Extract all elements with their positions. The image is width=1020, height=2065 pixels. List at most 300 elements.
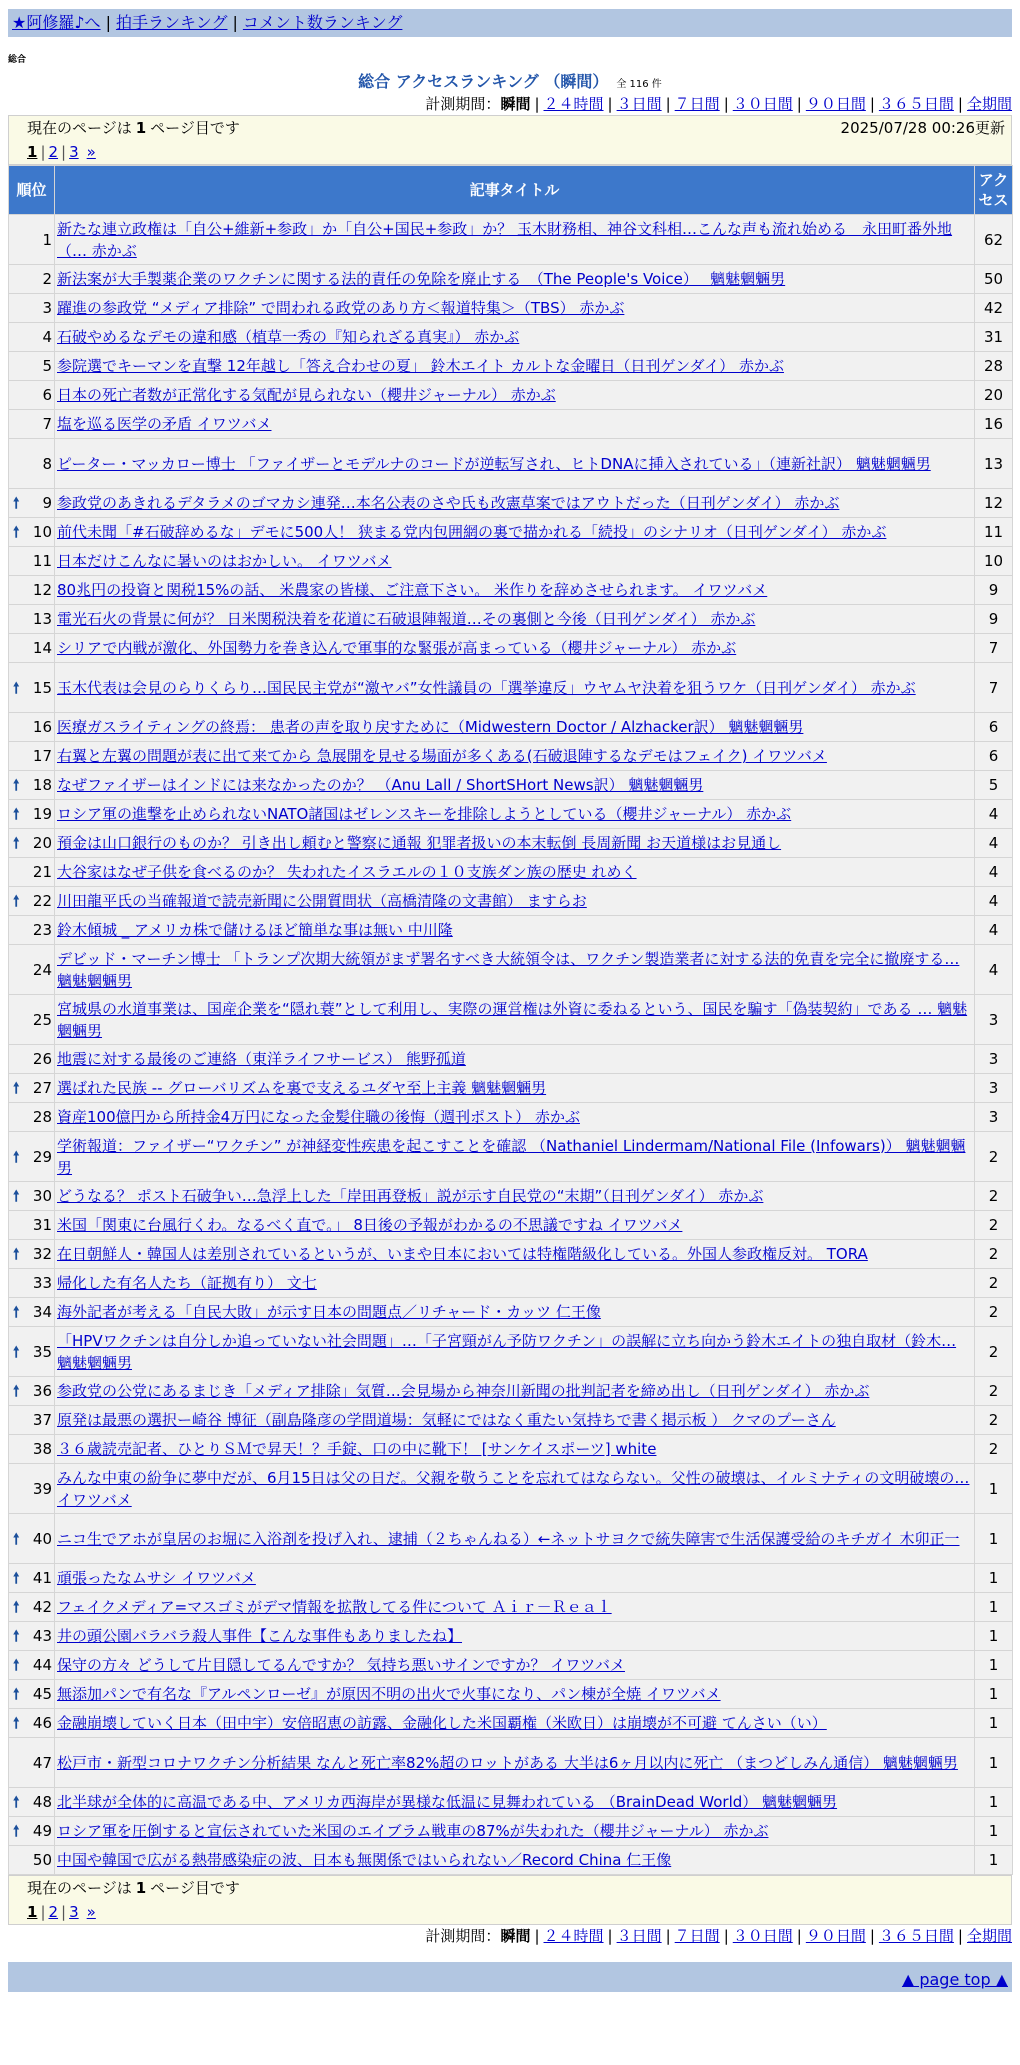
period-link[interactable]: ７日間 <box>674 95 720 113</box>
article-link[interactable]: 川田龍平氏の当確報道で読売新聞に公開質問状（高橋清隆の文書館） ますらお <box>57 892 587 910</box>
title-cell <box>55 1045 975 1074</box>
footer-bar <box>8 1962 1012 1992</box>
table-row <box>9 547 1013 576</box>
current-page-number: 1 <box>135 119 147 137</box>
article-link[interactable]: 新法案が大手製薬企業のワクチンに関する法的責任の免除を廃止する （The People's Voice） 魑魅魍魎男 <box>57 270 786 288</box>
clap-ranking-link[interactable]: 拍手ランキング <box>115 13 228 32</box>
period-separator: | <box>665 1927 671 1945</box>
access-count: 1 <box>975 1709 1013 1738</box>
title-cell <box>55 1817 975 1846</box>
article-link[interactable]: 参政党のあきれるデタラメのゴマカシ連発…本名公表のさや氏も改憲草案ではアウトだった（日刊ゲンダイ） 赤かぶ <box>57 494 840 512</box>
article-link[interactable]: 地震に対する最後のご連絡（東洋ライフサービス） 熊野孤道 <box>57 1050 466 1068</box>
article-link[interactable]: 鈴木傾城 _ アメリカ株で儲けるほど簡単な事は無い 中川隆 <box>57 921 453 939</box>
table-row <box>9 1132 1013 1182</box>
title-cell <box>55 1464 975 1514</box>
rank-number: 3 <box>42 299 52 317</box>
rank-cell <box>9 547 55 576</box>
access-count: 9 <box>975 576 1013 605</box>
table-row <box>9 1709 1013 1738</box>
rank-number: 32 <box>32 1245 52 1263</box>
rank-up-arrow-icon: 🠕 <box>13 1656 20 1674</box>
period-link[interactable]: ３６５日間 <box>878 1927 954 1945</box>
period-link[interactable]: ９０日間 <box>805 1927 866 1945</box>
period-separator: | <box>869 1927 875 1945</box>
rank-cell <box>9 1564 55 1593</box>
rank-number: 12 <box>32 581 52 599</box>
table-row <box>9 887 1013 916</box>
rank-cell <box>9 887 55 916</box>
table-row <box>9 1514 1013 1564</box>
article-link[interactable]: 日本の死亡者数が正常化する気配が見られない（櫻井ジャーナル） 赤かぶ <box>57 386 556 404</box>
rank-number: 6 <box>42 386 52 404</box>
page-link[interactable]: 3 <box>69 143 79 161</box>
page-top-link[interactable]: ▲ page top ▲ <box>901 1970 1008 1989</box>
article-link[interactable]: 右翼と左翼の問題が表に出て来てから 急展開を見せる場面が多くある(石破退陣するなデモはフェイク) イワツバメ <box>57 747 827 765</box>
access-count: 7 <box>975 663 1013 713</box>
rank-up-arrow-icon: 🠕 <box>13 1303 20 1321</box>
article-link[interactable]: デビッド・マーチン博士 「トランプ次期大統領がまず署名すべき大統領令は、ワクチン製造業者に対する法的免責を完全に撤廃する… 魑魅魍魎男 <box>57 949 960 990</box>
table-row <box>9 1298 1013 1327</box>
page-separator: | <box>61 143 67 161</box>
article-link[interactable]: 医療ガスライティングの終焉： 患者の声を取り戻すために（Midwestern Doctor / Alzhacker訳） 魑魅魍魎男 <box>57 718 804 736</box>
title-cell <box>55 1846 975 1875</box>
period-separator: | <box>869 95 875 113</box>
period-separator: | <box>534 1927 540 1945</box>
current-page-text: 現在のページは 1 ページ目です <box>27 119 240 137</box>
article-link[interactable]: 預金は山口銀行のものか？ 引き出し頼むと警察に通報 犯罪者扱いの本末転倒 長周新聞 お天道様はお見通し <box>57 834 782 852</box>
rank-number: 2 <box>42 270 52 288</box>
article-link[interactable]: フェイクメディア=マスゴミがデマ情報を拡散してる件について Ａｉｒ－Ｒｅａｌ <box>57 1598 612 1616</box>
access-count: 16 <box>975 410 1013 439</box>
access-count: 1 <box>975 1846 1013 1875</box>
rank-number: 28 <box>32 1108 52 1126</box>
article-link[interactable]: 玉木代表は会見のらりくらり…国民民主党が“激ヤバ”女性議員の「選挙違反」ウヤムヤ決着を狙うワケ（日刊ゲンダイ） 赤かぶ <box>57 678 916 697</box>
period-link[interactable]: ３０日間 <box>732 1927 793 1945</box>
period-separator: | <box>607 1927 613 1945</box>
pager-bottom <box>8 1875 1012 1925</box>
access-count: 1 <box>975 1788 1013 1817</box>
rank-number: 38 <box>32 1440 52 1458</box>
rank-number: 39 <box>32 1479 52 1498</box>
article-link[interactable]: 頑張ったなムサシ イワツバメ <box>57 1569 256 1587</box>
page-link[interactable]: 3 <box>69 1903 79 1921</box>
table-row <box>9 1182 1013 1211</box>
rank-number: 21 <box>32 863 52 881</box>
article-link[interactable]: 参政党の公党にあるまじき「メディア排除」気質…会見場から神奈川新聞の批判記者を締め出し（日刊ゲンダイ） 赤かぶ <box>57 1382 870 1400</box>
period-link[interactable]: 全期間 <box>966 1927 1012 1945</box>
rank-cell <box>9 323 55 352</box>
period-separator: | <box>723 1927 729 1945</box>
title-cell <box>55 1680 975 1709</box>
access-count: 42 <box>975 294 1013 323</box>
rank-number: 29 <box>32 1147 52 1166</box>
article-link[interactable]: 北半球が全体的に高温である中、アメリカ西海岸が異様な低温に見舞われている （BrainDead World） 魑魅魍魎男 <box>57 1793 838 1811</box>
title-cell <box>55 1406 975 1435</box>
rank-up-arrow-icon: 🠕 <box>13 1793 20 1811</box>
access-count: 2 <box>975 1377 1013 1406</box>
article-link[interactable]: 大谷家はなぜ子供を食べるのか？ 失われたイスラエルの１０支族ダン族の歴史 れめく <box>57 863 637 881</box>
rank-number: 15 <box>32 678 52 697</box>
title-cell <box>55 1327 975 1377</box>
rank-cell <box>9 829 55 858</box>
article-link[interactable]: 海外記者が考える「自民大敗」が示す日本の問題点／リチャード・カッツ 仁王像 <box>57 1303 601 1321</box>
rank-cell <box>9 1045 55 1074</box>
access-count: 3 <box>975 1045 1013 1074</box>
article-link[interactable]: シリアで内戦が激化、外国勢力を巻き込んで軍事的な緊張が高まっている（櫻井ジャーナル） 赤かぶ <box>57 639 737 657</box>
rank-up-arrow-icon: 🠕 <box>13 892 20 910</box>
rank-cell <box>9 605 55 634</box>
next-page-link[interactable]: » <box>86 1903 96 1921</box>
article-link[interactable]: 宮城県の水道事業は、国産企業を“隠れ蓑”として利用し、実際の運営権は外資に委ねるという、国民を騙す「偽装契約」である … 魑魅魍魎男 <box>57 999 968 1040</box>
title-cell <box>55 1298 975 1327</box>
article-link[interactable]: ピーター・マッカロー博士 「ファイザーとモデルナのコードが逆転写され、ヒトDNAに挿入されている」（連新社訳） 魑魅魍魎男 <box>57 454 931 473</box>
rank-cell <box>9 1103 55 1132</box>
article-link[interactable]: 「HPVワクチンは自分しか追っていない社会問題」…「子宮頸がん予防ワクチン」の誤解に立ち向かう鈴木エイトの独自取材（鈴木… 魑魅魍魎男 <box>57 1331 957 1372</box>
article-link[interactable]: どうなる？ ポスト石破争い…急浮上した「岸田再登板」説が示す自民党の“末期”（日刊ゲンダイ） 赤かぶ <box>57 1187 764 1205</box>
rank-up-arrow-icon: 🠕 <box>13 678 20 697</box>
table-row <box>9 1269 1013 1298</box>
access-count: 9 <box>975 605 1013 634</box>
page-separator: | <box>40 1903 46 1921</box>
article-link[interactable]: 躍進の参政党 “メディア排除” で問われる政党のあり方＜報道特集＞（TBS） 赤かぶ <box>57 299 625 317</box>
table-row <box>9 916 1013 945</box>
rank-cell <box>9 1132 55 1182</box>
table-row <box>9 1406 1013 1435</box>
article-link[interactable]: 井の頭公園バラバラ殺人事件【こんな事件もありましたね】 <box>57 1627 463 1645</box>
access-count: 20 <box>975 381 1013 410</box>
rank-number: 44 <box>32 1656 52 1674</box>
period-link[interactable]: ３日間 <box>616 1927 662 1945</box>
title-cell <box>55 215 975 265</box>
title-cell <box>55 1622 975 1651</box>
article-link[interactable]: ロシア軍の進撃を止められないNATO諸国はゼレンスキーを排除しようとしている（櫻井ジャーナル） 赤かぶ <box>57 805 792 823</box>
title-cell <box>55 1132 975 1182</box>
access-count: 10 <box>975 547 1013 576</box>
rank-cell <box>9 800 55 829</box>
rank-cell <box>9 410 55 439</box>
rank-cell <box>9 1298 55 1327</box>
rank-number: 7 <box>42 415 52 433</box>
table-row <box>9 1240 1013 1269</box>
rank-cell <box>9 1514 55 1564</box>
title-cell <box>55 1269 975 1298</box>
rank-cell <box>9 945 55 995</box>
page-links <box>27 140 1005 164</box>
table-row <box>9 945 1013 995</box>
rank-number: 49 <box>32 1822 52 1840</box>
article-link[interactable]: 松戸市・新型コロナワクチン分析結果 なんと死亡率82%超のロットがある 大半は6ヶ月以内に死亡 （まつどしみん通信） 魑魅魍魎男 <box>57 1753 958 1772</box>
article-link[interactable]: みんな中東の紛争に夢中だが、6月15日は父の日だ。父親を敬うことを忘れてはならない。父性の破壊は、イルミナティの文明破壊の… イワツバメ <box>57 1468 970 1509</box>
article-link[interactable]: 資産100億円から所持金4万円になった金髪住職の後悔（週刊ポスト） 赤かぶ <box>57 1108 580 1126</box>
table-row <box>9 265 1013 294</box>
table-row <box>9 1564 1013 1593</box>
rank-cell <box>9 1327 55 1377</box>
period-link[interactable]: ２４時間 <box>543 1927 604 1945</box>
pager-status <box>27 1876 1005 1900</box>
table-row <box>9 323 1013 352</box>
rank-up-arrow-icon: 🠕 <box>13 1245 20 1263</box>
period-link[interactable]: ３０日間 <box>732 95 793 113</box>
current-page-number: 1 <box>135 1879 147 1897</box>
title-cell <box>55 995 975 1045</box>
rank-number: 27 <box>32 1079 52 1097</box>
rank-cell <box>9 1738 55 1788</box>
table-row <box>9 1074 1013 1103</box>
title-cell <box>55 1103 975 1132</box>
table-row <box>9 713 1013 742</box>
title-cell <box>55 663 975 713</box>
title-cell <box>55 1593 975 1622</box>
rank-cell <box>9 1709 55 1738</box>
page-link[interactable]: 2 <box>48 1903 59 1921</box>
rank-number: 22 <box>32 892 52 910</box>
title-cell <box>55 1182 975 1211</box>
rank-number: 23 <box>32 921 52 939</box>
title-cell <box>55 771 975 800</box>
article-link[interactable]: 学術報道：ファイザー“ワクチン” が神経変性疾患を起こすことを確認 （Nathaniel Lindermam/National File (Infowars)） 魑魅魍魎男 <box>57 1136 966 1177</box>
comment-ranking-link[interactable]: コメント数ランキング <box>242 13 403 32</box>
period-current: 瞬間 <box>500 1927 531 1945</box>
title-cell <box>55 439 975 489</box>
title-cell <box>55 1514 975 1564</box>
access-count: 4 <box>975 945 1013 995</box>
access-count: 1 <box>975 1464 1013 1514</box>
table-row <box>9 439 1013 489</box>
article-link[interactable]: 中国や韓国で広がる熱帯感染症の波、日本も無関係ではいられない／Record China 仁王像 <box>57 1851 672 1869</box>
rank-cell <box>9 1269 55 1298</box>
access-column-header: アクセス <box>975 166 1013 215</box>
article-link[interactable]: ３６歳読売記者、ひとりＳＭで昇天！？手錠、口の中に靴下！ [サンケイスポーツ] white <box>57 1440 657 1458</box>
access-count: 2 <box>975 1240 1013 1269</box>
title-cell <box>55 1377 975 1406</box>
rank-cell <box>9 1406 55 1435</box>
table-row <box>9 1435 1013 1464</box>
rank-cell <box>9 1817 55 1846</box>
access-count: 28 <box>975 352 1013 381</box>
page-separator: | <box>40 143 46 161</box>
rank-cell <box>9 1435 55 1464</box>
article-link[interactable]: 保守の方々 どうして片目隠してるんですか？ 気持ち悪いサインですか？ イワツバメ <box>57 1656 625 1674</box>
access-count: 6 <box>975 713 1013 742</box>
article-link[interactable]: 選ばれた民族 -- グローバリズムを裏で支えるユダヤ至上主義 魑魅魍魎男 <box>57 1079 547 1097</box>
rank-cell <box>9 1680 55 1709</box>
rank-number: 9 <box>42 494 52 512</box>
article-link[interactable]: 新たな連立政権は「自公+維新+参政」か「自公+国民+参政」か？ 玉木財務相、神谷文科相…こんな声も流れ始める 永田町番外地（… 赤かぶ <box>57 219 953 260</box>
article-link[interactable]: 電光石火の背景に何が？ 日米関税決着を花道に石破退陣報道…その裏側と今後（日刊ゲンダイ） 赤かぶ <box>57 610 756 628</box>
article-link[interactable]: 前代未聞「#石破辞めるな」デモに500人！ 狭まる党内包囲網の裏で描かれる「続投」のシナリオ（日刊ゲンダイ） 赤かぶ <box>57 523 887 541</box>
rank-cell <box>9 1651 55 1680</box>
rank-cell <box>9 294 55 323</box>
rank-cell <box>9 381 55 410</box>
rank-up-arrow-icon: 🠕 <box>13 1187 20 1205</box>
period-link[interactable]: ２４時間 <box>543 95 604 113</box>
period-link[interactable]: ３日間 <box>616 95 662 113</box>
access-count: 1 <box>975 1680 1013 1709</box>
period-link[interactable]: ３６５日間 <box>878 95 954 113</box>
table-header-row <box>9 166 1013 215</box>
table-row <box>9 858 1013 887</box>
title-column-header: 記事タイトル <box>55 166 975 215</box>
rank-cell <box>9 742 55 771</box>
table-row <box>9 410 1013 439</box>
rank-cell <box>9 1464 55 1514</box>
article-link[interactable]: 在日朝鮮人・韓国人は差別されているというが、いまや日本においては特権階級化している。外国人参政権反対。 TORA <box>57 1245 868 1263</box>
rank-number: 20 <box>32 834 52 852</box>
total-count: 全 116 件 <box>616 79 662 90</box>
pager-top <box>8 115 1012 165</box>
rank-up-arrow-icon: 🠕 <box>13 1382 20 1400</box>
period-separator: | <box>534 95 540 113</box>
access-count: 1 <box>975 1738 1013 1788</box>
access-count: 4 <box>975 887 1013 916</box>
title-cell <box>55 265 975 294</box>
table-row <box>9 576 1013 605</box>
article-link[interactable]: 原発は最悪の選択ー崎谷 博征（副島隆彦の学問道場：気軽にではなく重たい気持ちで書く掲示板 ） クマのプーさん <box>57 1411 836 1429</box>
table-row <box>9 1788 1013 1817</box>
table-row <box>9 1680 1013 1709</box>
title-cell <box>55 800 975 829</box>
rank-cell <box>9 265 55 294</box>
title-cell <box>55 1211 975 1240</box>
title-cell <box>55 1788 975 1817</box>
article-link[interactable]: 80兆円の投資と関税15%の話、 米農家の皆様、ご注意下さい。 米作りを辞めさせられます。 イワツバメ <box>57 581 768 599</box>
rank-number: 47 <box>32 1753 52 1772</box>
article-link[interactable]: 無添加パンで有名な『アルペンローゼ』が原因不明の出火で火事になり、パン棟が全焼 イワツバメ <box>57 1685 721 1703</box>
rank-up-arrow-icon: 🠕 <box>13 1569 20 1587</box>
access-count: 4 <box>975 829 1013 858</box>
article-link[interactable]: 金融崩壊していく日本（田中宇）安倍昭恵の訪露、金融化した米国覇権（米欧日）は崩壊が不可避 てんさい（い） <box>57 1714 827 1732</box>
period-link[interactable]: 全期間 <box>966 95 1012 113</box>
rank-cell <box>9 634 55 663</box>
rank-number: 37 <box>32 1411 52 1429</box>
rank-number: 41 <box>32 1569 52 1587</box>
page-separator: | <box>61 1903 67 1921</box>
article-link[interactable]: 参院選でキーマンを直撃 12年越し「答え合わせの夏」 鈴木エイト カルトな金曜日（日刊ゲンダイ） 赤かぶ <box>57 357 784 375</box>
table-row <box>9 294 1013 323</box>
next-page-link[interactable]: » <box>86 143 96 161</box>
period-selector-top <box>8 93 1012 115</box>
rank-number: 34 <box>32 1303 52 1321</box>
rank-number: 4 <box>42 328 52 346</box>
access-count: 3 <box>975 1103 1013 1132</box>
rank-up-arrow-icon: 🠕 <box>13 1079 20 1097</box>
title-cell <box>55 352 975 381</box>
pager-status <box>27 116 1005 140</box>
rank-cell <box>9 1377 55 1406</box>
title-cell <box>55 916 975 945</box>
period-label: 計測期間： <box>425 1927 501 1945</box>
title-cell <box>55 858 975 887</box>
rank-number: 50 <box>32 1851 52 1869</box>
rank-up-arrow-icon: 🠕 <box>13 1714 20 1732</box>
period-selector-bottom <box>8 1925 1012 1947</box>
rank-up-arrow-icon: 🠕 <box>13 776 20 794</box>
table-row <box>9 381 1013 410</box>
access-count: 2 <box>975 1211 1013 1240</box>
table-row <box>9 829 1013 858</box>
rank-number: 16 <box>32 718 52 736</box>
access-count: 6 <box>975 742 1013 771</box>
period-separator: | <box>957 1927 963 1945</box>
table-row <box>9 1211 1013 1240</box>
table-row <box>9 1622 1013 1651</box>
rank-number: 30 <box>32 1187 52 1205</box>
period-separator: | <box>723 95 729 113</box>
title-cell <box>55 634 975 663</box>
article-link[interactable]: 帰化した有名人たち（証拠有り） 文七 <box>57 1274 317 1292</box>
access-count: 3 <box>975 1074 1013 1103</box>
period-separator: | <box>957 95 963 113</box>
access-count: 1 <box>975 1817 1013 1846</box>
article-link[interactable]: ロシア軍を圧倒すると宣伝されていた米国のエイブラム戦車の87%が失われた（櫻井ジャーナル） 赤かぶ <box>57 1822 769 1840</box>
access-count: 2 <box>975 1327 1013 1377</box>
updated-timestamp: 2025/07/28 00:26更新 <box>840 119 1005 137</box>
rank-cell <box>9 352 55 381</box>
rank-number: 11 <box>32 552 52 570</box>
rank-cell <box>9 995 55 1045</box>
page-link[interactable]: 2 <box>48 143 59 161</box>
article-link[interactable]: なぜファイザーはインドには来なかったのか？ （Anu Lall / ShortSHort News訳） 魑魅魍魎男 <box>57 776 704 794</box>
title-cell <box>55 1074 975 1103</box>
rank-number: 14 <box>32 639 52 657</box>
rank-up-arrow-icon: 🠕 <box>13 523 20 541</box>
rank-up-arrow-icon: 🠕 <box>13 494 20 512</box>
table-row <box>9 800 1013 829</box>
access-count: 1 <box>975 1514 1013 1564</box>
rank-number: 25 <box>32 1010 52 1029</box>
title-cell <box>55 518 975 547</box>
rank-cell <box>9 858 55 887</box>
home-link[interactable]: ★阿修羅♪へ <box>12 13 101 32</box>
page-link[interactable]: 1 <box>27 1903 38 1921</box>
title-cell <box>55 410 975 439</box>
table-row <box>9 742 1013 771</box>
access-count: 4 <box>975 916 1013 945</box>
article-link[interactable]: 塩を巡る医学の矛盾 イワツバメ <box>57 415 272 433</box>
title-cell <box>55 945 975 995</box>
table-row <box>9 634 1013 663</box>
period-label: 計測期間： <box>425 95 501 113</box>
article-link[interactable]: 日本だけこんなに暑いのはおかしい。 イワツバメ <box>57 552 392 570</box>
period-link[interactable]: ９０日間 <box>805 95 866 113</box>
article-link[interactable]: 石破やめるなデモの違和感（植草一秀の『知られざる真実』） 赤かぶ <box>57 328 520 346</box>
rank-up-arrow-icon: 🠕 <box>13 1685 20 1703</box>
access-count: 31 <box>975 323 1013 352</box>
top-nav: ★阿修羅♪へ | 拍手ランキング | コメント数ランキング <box>8 9 1012 37</box>
rank-up-arrow-icon: 🠕 <box>13 1342 20 1361</box>
page-link[interactable]: 1 <box>27 143 38 161</box>
period-link[interactable]: ７日間 <box>674 1927 720 1945</box>
period-separator: | <box>796 1927 802 1945</box>
title-cell <box>55 887 975 916</box>
rank-number: 26 <box>32 1050 52 1068</box>
rank-cell <box>9 1240 55 1269</box>
rank-number: 19 <box>32 805 52 823</box>
article-link[interactable]: ニコ生でアホが皇居のお堀に入浴剤を投げ入れ、逮捕（２ちゃんねる）←ネットサヨクで統失障害で生活保護受給のキチガイ 木卯正一 <box>57 1529 960 1548</box>
rank-cell <box>9 1182 55 1211</box>
rank-number: 24 <box>32 960 52 979</box>
current-page-text: 現在のページは 1 ページ目です <box>27 1879 240 1897</box>
title-cell <box>55 713 975 742</box>
article-link[interactable]: 米国「関東に台風行くわ。なるべく直で。」 8日後の予報がわかるの不思議ですね イワツバメ <box>57 1216 683 1234</box>
rank-cell <box>9 1788 55 1817</box>
access-count: 1 <box>975 1622 1013 1651</box>
title-cell <box>55 576 975 605</box>
rank-number: 31 <box>32 1216 52 1234</box>
access-count: 1 <box>975 1593 1013 1622</box>
access-count: 2 <box>975 1132 1013 1182</box>
table-row <box>9 1045 1013 1074</box>
